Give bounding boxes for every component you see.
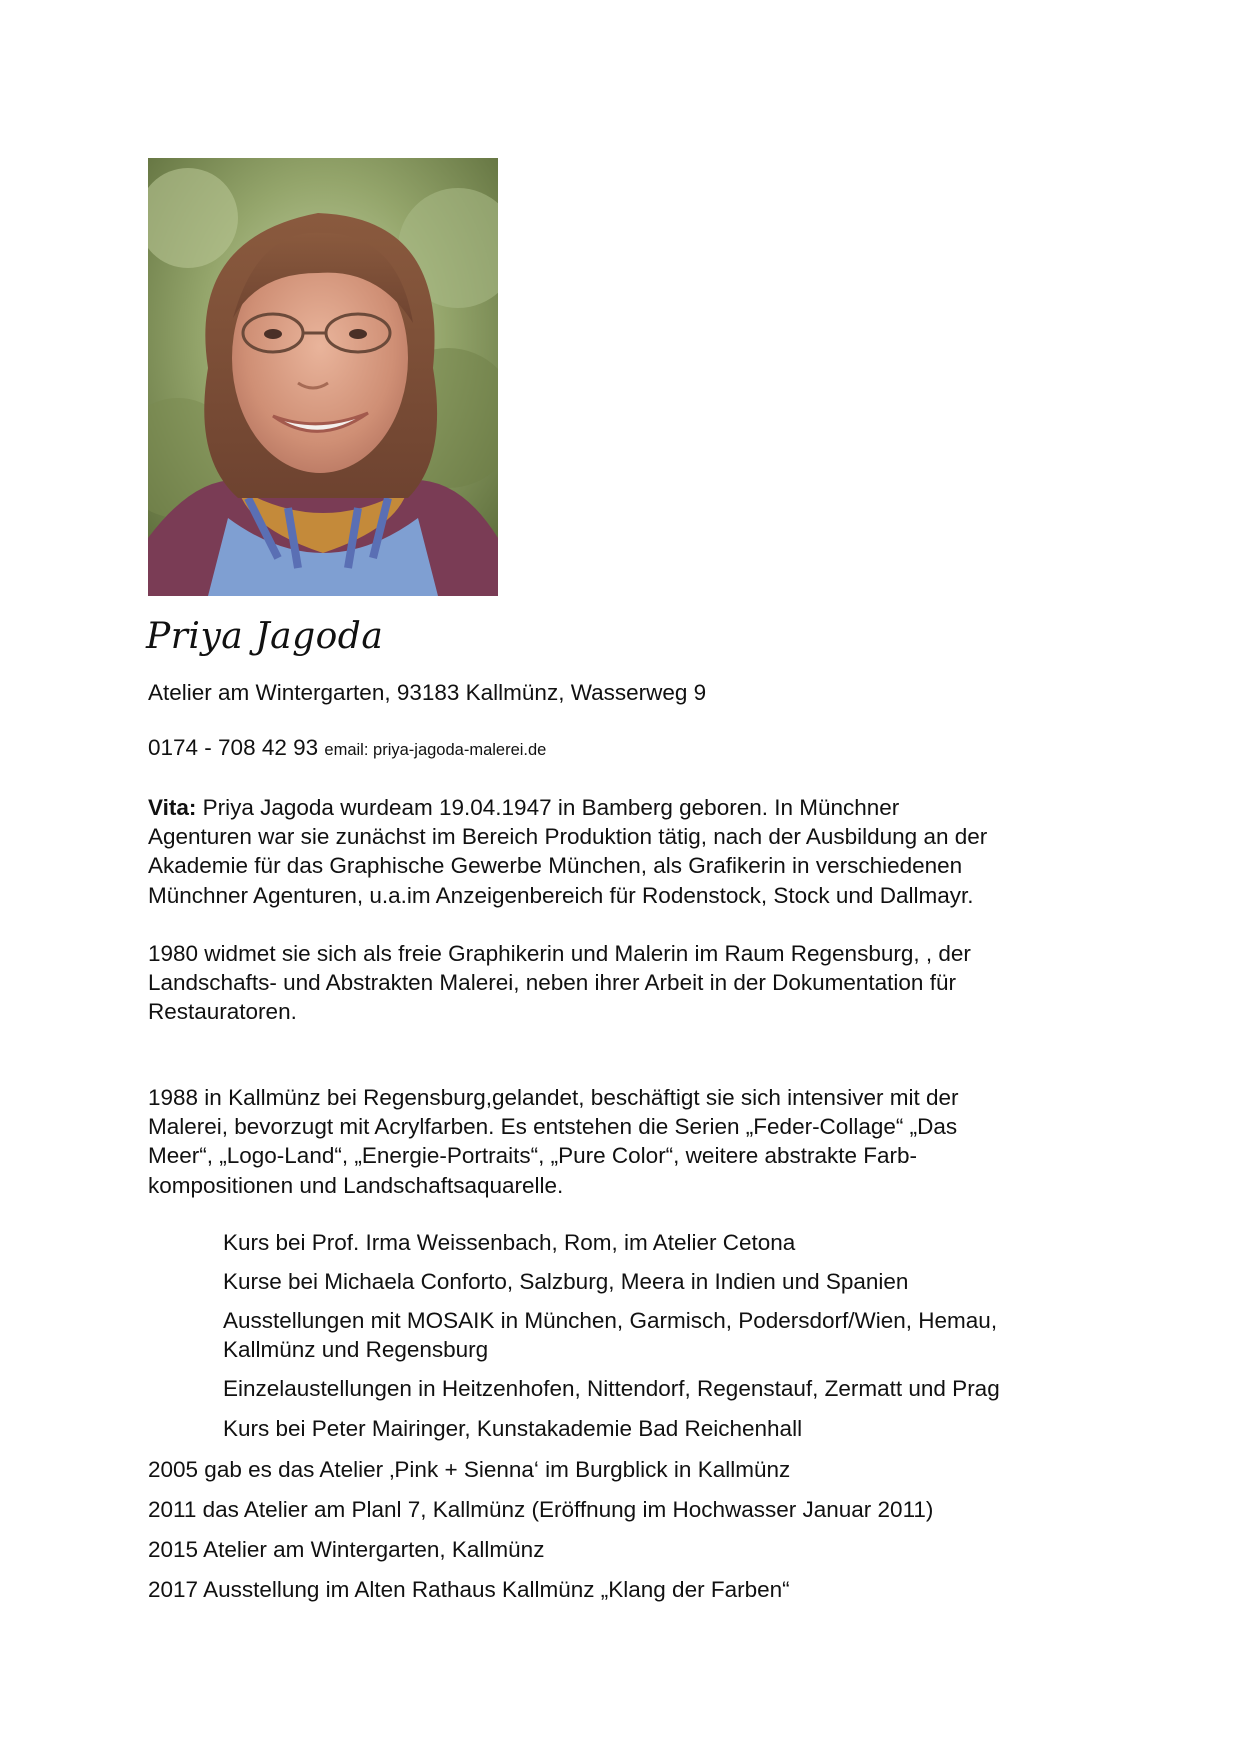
course-item-line: Ausstellungen mit MOSAIK in München, Garmisch, Podersdorf/Wien, Hemau,: [223, 1308, 998, 1333]
paragraph-1988-line-2: Malerei, bevorzugt mit Acrylfarben. Es entstehen die Serien „Feder-Collage“ „Das: [148, 1114, 958, 1140]
contact-line: [148, 733, 546, 765]
vita-label: Vita:: [148, 795, 197, 820]
portrait-photo: [148, 158, 498, 596]
paragraph-1980-line-3: Restauratoren.: [148, 999, 297, 1025]
person-name: Priya Jagoda: [146, 616, 384, 657]
vita-text-1: Priya Jagoda wurdeam 19.04.1947 in Bamberg geboren. In Münchner: [196, 795, 900, 820]
course-item: [223, 1306, 997, 1364]
phone-number: 0174 - 708 42 93: [148, 735, 319, 760]
vita-line-2: Agenturen war sie zunächst im Bereich Produktion tätig, nach der Ausbildung an der: [148, 824, 988, 850]
paragraph-1980-line-1: 1980 widmet sie sich als freie Graphikerin und Malerin im Raum Regensburg, , der: [148, 941, 971, 966]
portrait-illustration: [148, 158, 498, 596]
vita-line-3: Akademie für das Graphische Gewerbe München, als Grafikerin in verschiedenen: [148, 853, 963, 879]
course-item-line: Kallmünz und Regensburg: [223, 1337, 489, 1362]
email-address: email: priya-jagoda-malerei.de: [324, 741, 547, 759]
paragraph-1988-line-3: Meer“, „Logo-Land“, „Energie-Portraits“, „Pure Color“, weitere abstrakte Farb-: [148, 1143, 918, 1169]
course-item: Kurse bei Michaela Conforto, Salzburg, Meera in Indien und Spanien: [223, 1269, 909, 1294]
timeline-item: 2017 Ausstellung im Alten Rathaus Kallmünz „Klang der Farben“: [148, 1577, 790, 1602]
vita-paragraph: [148, 793, 1108, 910]
paragraph-1988: [148, 1083, 1108, 1200]
paragraph-1980-line-2: Landschafts- und Abstrakten Malerei, neben ihrer Arbeit in der Dokumentation für: [148, 970, 956, 996]
timeline-item: 2011 das Atelier am Planl 7, Kallmünz (Eröffnung im Hochwasser Januar 2011): [148, 1497, 934, 1522]
timeline-item: 2015 Atelier am Wintergarten, Kallmünz: [148, 1537, 545, 1562]
paragraph-1988-line-4: kompositionen und Landschaftsaquarelle.: [148, 1172, 564, 1198]
timeline-item: 2005 gab es das Atelier ‚Pink + Sienna‘ im Burgblick in Kallmünz: [148, 1457, 791, 1482]
vita-line-1: [148, 793, 1108, 822]
paragraph-1980: [148, 939, 1108, 1027]
vita-line-4: Münchner Agenturen, u.a.im Anzeigenbereich für Rodenstock, Stock und Dallmayr.: [148, 882, 974, 908]
course-item: Kurs bei Prof. Irma Weissenbach, Rom, im Atelier Cetona: [223, 1230, 796, 1255]
address: Atelier am Wintergarten, 93183 Kallmünz, Wasserweg 9: [148, 680, 707, 705]
paragraph-1988-line-1: 1988 in Kallmünz bei Regensburg,gelandet, beschäftigt sie sich intensiver mit der: [148, 1085, 959, 1110]
course-item: Kurs bei Peter Mairinger, Kunstakademie Bad Reichenhall: [223, 1416, 803, 1441]
course-item: Einzelaustellungen in Heitzenhofen, Nittendorf, Regenstauf, Zermatt und Prag: [223, 1376, 1000, 1401]
